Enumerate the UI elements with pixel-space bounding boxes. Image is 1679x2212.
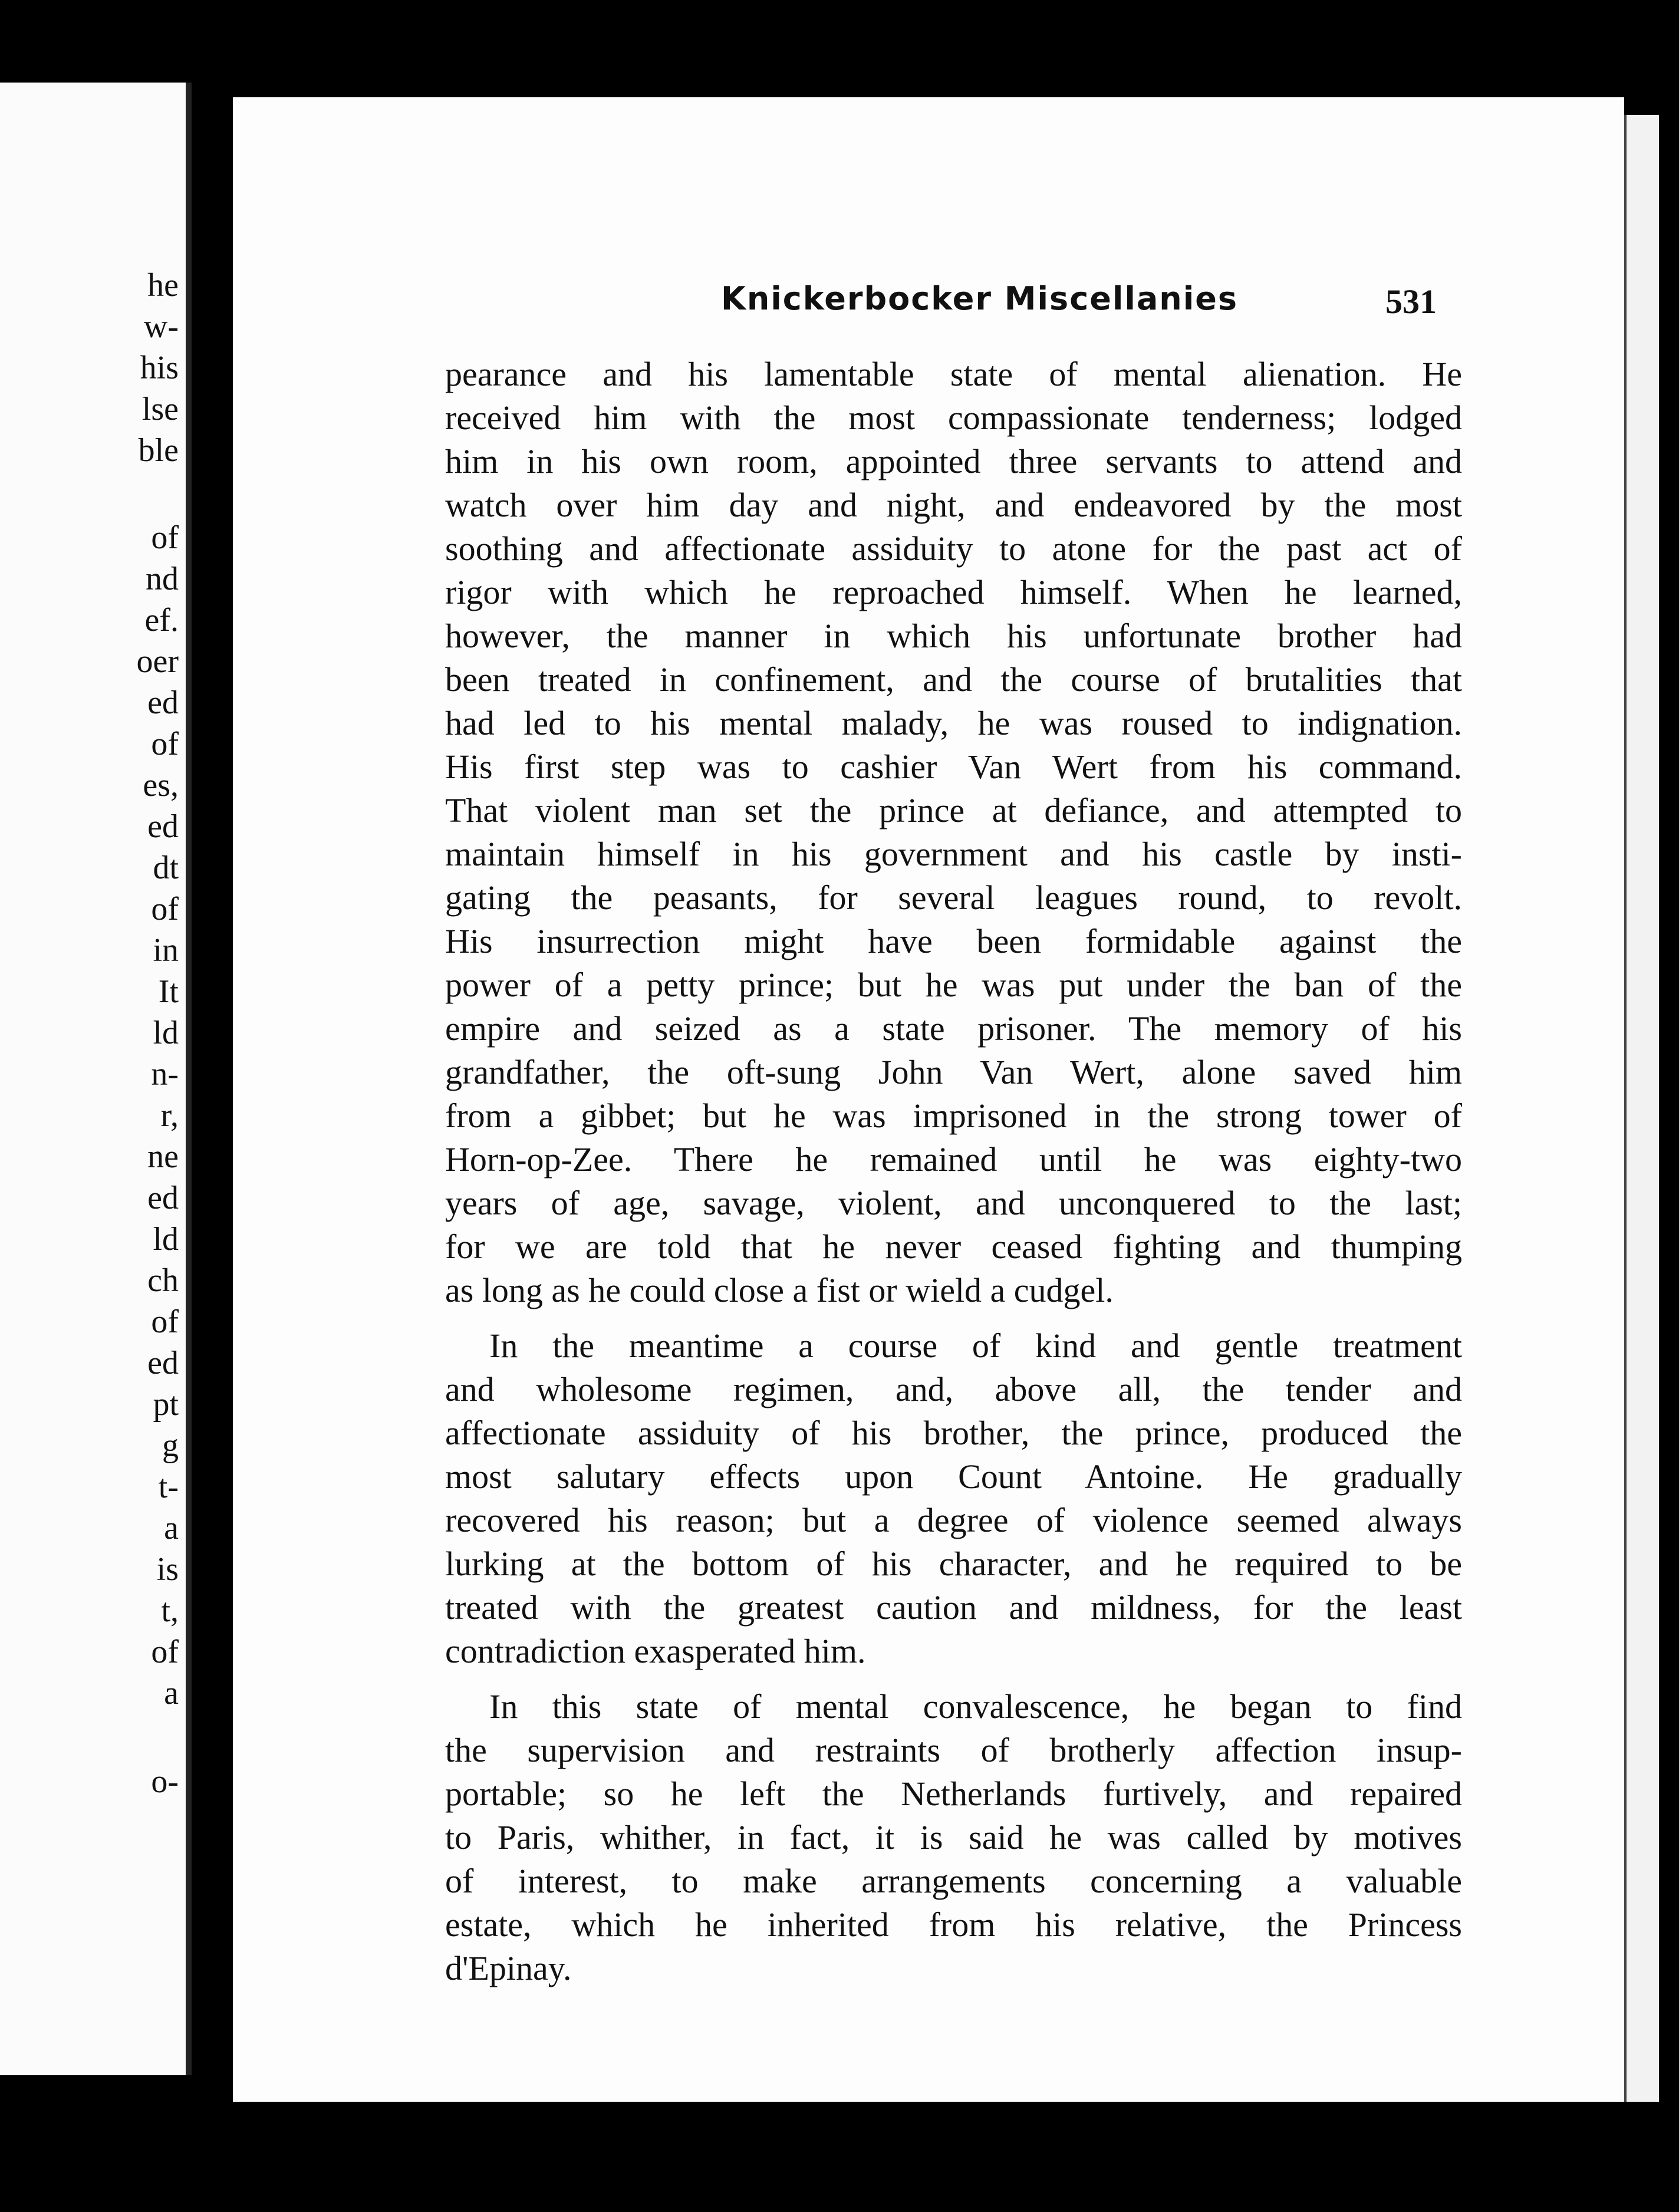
text-line: the supervision and restraints of brotherly affection insup- [445, 1731, 1462, 1769]
text-line: lurking at the bottom of his character, and he required to be [445, 1545, 1462, 1583]
left-page-fragment: pt [153, 1386, 179, 1423]
text-line: His first step was to cashier Van Wert from his command. [445, 748, 1462, 786]
text-line: contradiction exasperated him. [445, 1632, 866, 1670]
running-head: Knickerbocker Miscellanies [721, 280, 1239, 317]
left-page-fragment: ed [147, 1345, 179, 1381]
left-page-fragment: ld [153, 1015, 179, 1051]
left-page-fragment: ed [147, 684, 179, 721]
text-line: affectionate assiduity of his brother, the prince, produced the [445, 1414, 1462, 1452]
text-line: gating the peasants, for several leagues round, to revolt. [445, 878, 1462, 917]
left-page-fragment: ed [147, 808, 179, 845]
text-line: and wholesome regimen, and, above all, the tender and [445, 1370, 1462, 1408]
text-line: empire and seized as a state prisoner. The memory of his [445, 1009, 1462, 1048]
text-line: pearance and his lamentable state of mental alienation. He [445, 355, 1462, 393]
paragraph-gap [445, 1312, 1462, 1324]
left-page-fragment: his [140, 350, 179, 386]
left-page-fragment: of [151, 726, 179, 762]
left-page-fragment: t- [158, 1469, 179, 1505]
left-page-fragment: oer [136, 643, 179, 680]
left-page-fragment: ne [147, 1138, 179, 1175]
text-line: soothing and affectionate assiduity to atone for the past act of [445, 529, 1462, 568]
text-line: been treated in confinement, and the course of brutalities that [445, 660, 1462, 699]
left-page-fragment: g [162, 1427, 179, 1464]
left-page-fragment: a [164, 1675, 179, 1711]
body-text [445, 353, 1462, 1990]
left-page-fragment: of [151, 1634, 179, 1670]
text-line: as long as he could close a fist or wield a cudgel. [445, 1271, 1114, 1309]
left-page-fragment: w- [143, 308, 179, 345]
text-line: In this state of mental convalescence, he began to find [489, 1687, 1462, 1726]
text-line: watch over him day and night, and endeavored by the most [445, 486, 1462, 524]
paragraph [445, 1685, 1462, 1990]
paragraph-gap [445, 1673, 1462, 1685]
left-page-fragment: a [164, 1510, 179, 1546]
text-line: Horn-op-Zee. There he remained until he was eighty-two [445, 1140, 1462, 1179]
text-line: d'Epinay. [445, 1949, 572, 1987]
left-page-fragment: o- [151, 1763, 179, 1800]
left-page-fragment: n- [151, 1056, 179, 1092]
left-page-fragment: t, [161, 1592, 179, 1629]
left-page-fragment: of [151, 1304, 179, 1340]
page-edge [1624, 115, 1659, 2102]
text-line: had led to his mental malady, he was roused to indignation. [445, 704, 1462, 742]
left-page-edge [0, 83, 192, 2075]
left-page-fragment: ld [153, 1221, 179, 1258]
text-line: to Paris, whither, in fact, it is said he was called by motives [445, 1818, 1462, 1857]
left-page-fragment: ef. [144, 602, 179, 638]
text-line: for we are told that he never ceased fighting and thumping [445, 1227, 1462, 1266]
paragraph [445, 353, 1462, 1312]
left-page-fragment: is [156, 1551, 179, 1588]
text-line: That violent man set the prince at defiance, and attempted to [445, 791, 1462, 830]
text-line: from a gibbet; but he was imprisoned in the strong tower of [445, 1097, 1462, 1135]
text-line: In the meantime a course of kind and gentle treatment [489, 1326, 1462, 1365]
text-line: His insurrection might have been formidable against the [445, 922, 1462, 960]
left-page-fragment: It [158, 973, 179, 1010]
text-line: grandfather, the oft-sung John Van Wert, alone saved him [445, 1053, 1462, 1091]
page-number: 531 [1385, 282, 1437, 321]
text-line: maintain himself in his government and his castle by insti- [445, 835, 1462, 873]
text-line: rigor with which he reproached himself. When he learned, [445, 573, 1462, 611]
left-page-fragment: of [151, 519, 179, 556]
left-page-fragment: he [147, 267, 179, 304]
left-page-fragment: in [153, 932, 179, 969]
text-line: however, the manner in which his unfortunate brother had [445, 617, 1462, 655]
text-line: received him with the most compassionate tenderness; lodged [445, 399, 1462, 437]
text-line: of interest, to make arrangements concerning a valuable [445, 1862, 1462, 1900]
text-line: portable; so he left the Netherlands furtively, and repaired [445, 1775, 1462, 1813]
left-page-fragment: dt [153, 850, 179, 886]
left-page-fragment: es, [143, 767, 179, 804]
text-line: recovered his reason; but a degree of violence seemed always [445, 1501, 1462, 1539]
left-page-fragment: ch [147, 1262, 179, 1299]
left-page-fragment: ble [138, 432, 179, 469]
left-page-fragment: r, [160, 1097, 179, 1134]
text-line: years of age, savage, violent, and unconquered to the last; [445, 1184, 1462, 1222]
left-page-fragment: nd [146, 561, 179, 597]
text-line: estate, which he inherited from his relative, the Princess [445, 1905, 1462, 1944]
left-page-fragment: ed [147, 1180, 179, 1216]
left-page-fragment: of [151, 891, 179, 927]
left-page-fragment: lse [141, 391, 179, 427]
text-line: power of a petty prince; but he was put under the ban of the [445, 966, 1462, 1004]
paragraph [445, 1324, 1462, 1673]
text-line: treated with the greatest caution and mildness, for the least [445, 1588, 1462, 1627]
text-line: him in his own room, appointed three servants to attend and [445, 442, 1462, 480]
text-line: most salutary effects upon Count Antoine. He gradually [445, 1457, 1462, 1496]
